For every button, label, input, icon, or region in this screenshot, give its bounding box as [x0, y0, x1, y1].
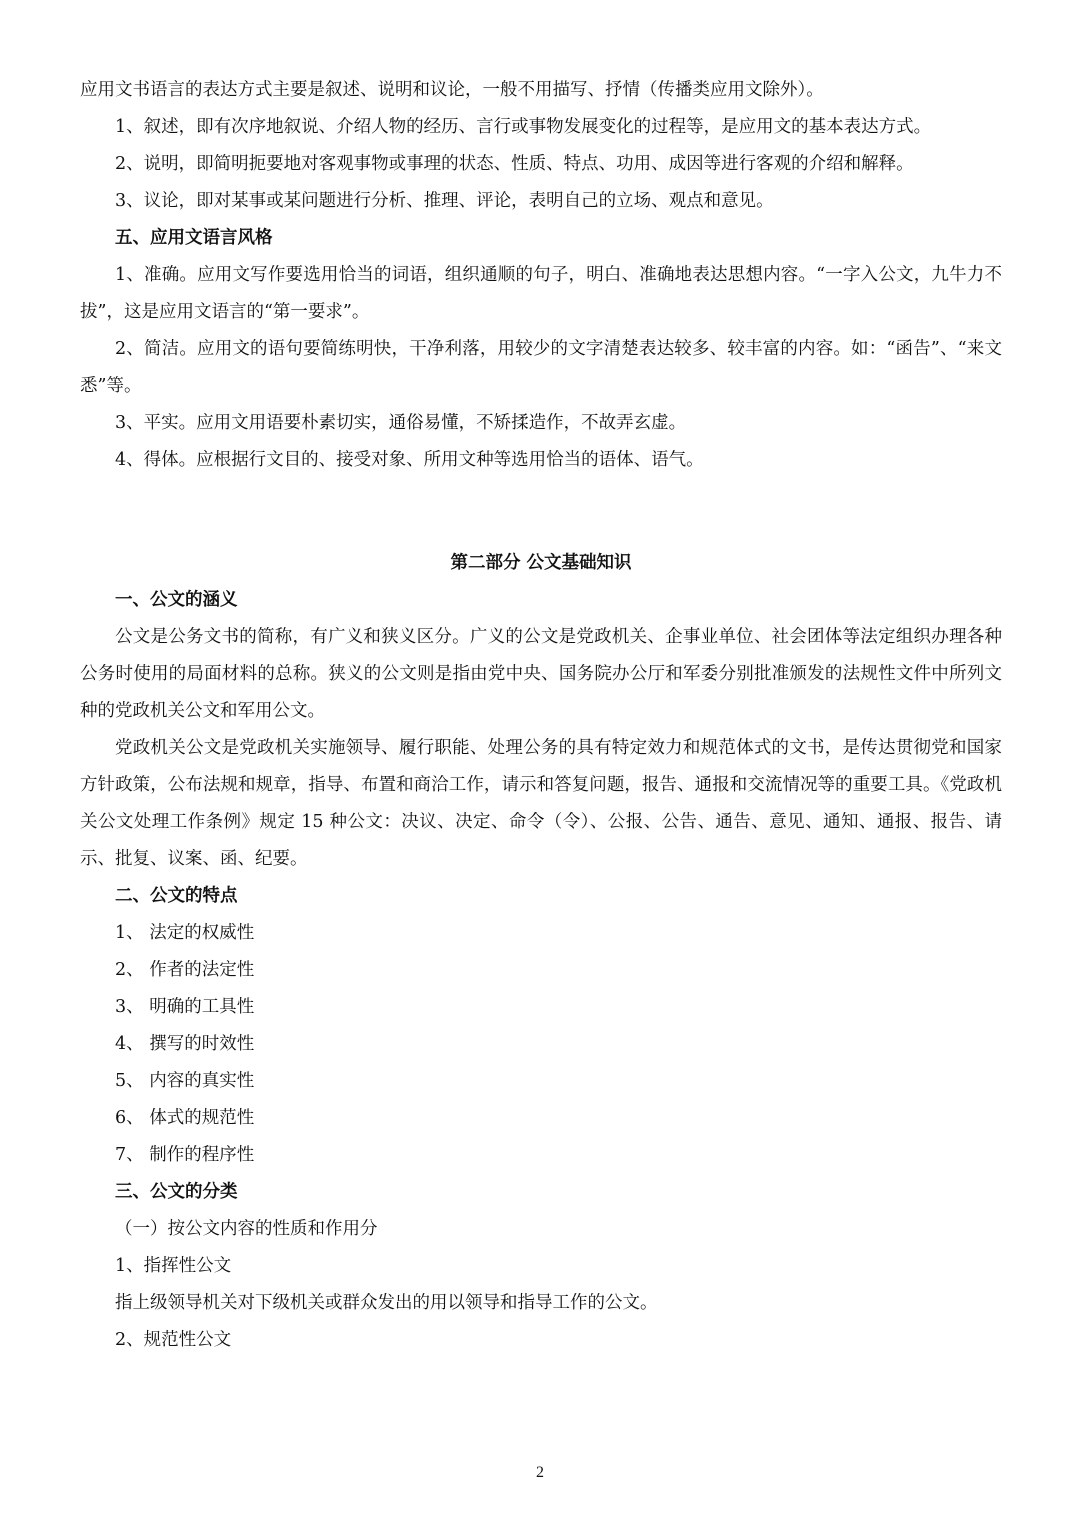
page-content [80, 72, 1002, 1359]
expression-item-argument: 3、议论，即对某事或某问题进行分析、推理、评论，表明自己的立场、观点和意见。 [115, 191, 774, 211]
page-number: 2 [536, 1464, 544, 1481]
classification-subheading: （一）按公文内容的性质和作用分 [115, 1219, 378, 1239]
style-item-concise: 2、简洁。应用文的语句要简练明快，干净利落，用较少的文字清楚表达较多、较丰富的内容。如：“函告”、“来文悉”等。 [80, 339, 1002, 396]
feature-item: 5、 内容的真实性 [115, 1071, 255, 1091]
style-item-appropriate: 4、得体。应根据行文目的、接受对象、所用文种等选用恰当的语体、语气。 [115, 450, 704, 470]
feature-item: 2、 作者的法定性 [115, 960, 255, 980]
definition-paragraph-1: 公文是公务文书的简称，有广义和狭义区分。广义的公文是党政机关、企事业单位、社会团体等法定组织办理各种公务时使用的局面材料的总称。狭义的公文则是指由党中央、国务院办公厅和军委分别批准颁发的法规性文件中所列文种的党政机关公文和军用公文。 [80, 627, 1002, 721]
expression-item-narration: 1、叙述，即有次序地叙说、介绍人物的经历、言行或事物发展变化的过程等，是应用文的基本表达方式。 [115, 117, 932, 137]
section-one-heading: 一、公文的涵义 [115, 590, 238, 610]
style-item-plain: 3、平实。应用文用语要朴素切实，通俗易懂，不矫揉造作，不故弄玄虚。 [115, 413, 687, 433]
classification-item-command-desc: 指上级领导机关对下级机关或群众发出的用以领导和指导工作的公文。 [115, 1293, 658, 1313]
feature-item: 4、 撰写的时效性 [115, 1034, 255, 1054]
style-item-accuracy: 1、准确。应用文写作要选用恰当的词语，组织通顺的句子，明白、准确地表达思想内容。“一字入公文，九牛力不拔”，这是应用文语言的“第一要求”。 [80, 265, 1002, 322]
section-three-heading: 三、公文的分类 [115, 1182, 238, 1202]
expression-item-explanation: 2、说明，即简明扼要地对客观事物或事理的状态、性质、特点、功用、成因等进行客观的介绍和解释。 [115, 154, 914, 174]
expression-intro: 应用文书语言的表达方式主要是叙述、说明和议论，一般不用描写、抒情（传播类应用文除外）。 [80, 80, 824, 100]
classification-item-normative: 2、规范性公文 [115, 1330, 232, 1350]
section-two-heading: 二、公文的特点 [115, 886, 238, 906]
feature-item: 3、 明确的工具性 [115, 997, 255, 1017]
section-five-heading: 五、应用文语言风格 [115, 228, 273, 248]
feature-item: 1、 法定的权威性 [115, 923, 255, 943]
classification-item-command: 1、指挥性公文 [115, 1256, 232, 1276]
part-two-title: 第二部分 公文基础知识 [450, 553, 632, 573]
feature-item: 6、 体式的规范性 [115, 1108, 255, 1128]
feature-item: 7、 制作的程序性 [115, 1145, 255, 1165]
definition-paragraph-2: 党政机关公文是党政机关实施领导、履行职能、处理公务的具有特定效力和规范体式的文书，是传达贯彻党和国家方针政策，公布法规和规章，指导、布置和商洽工作，请示和答复问题，报告、通报和交流情况等的重要工具。《党政机关公文处理工作条例》规定 15 种公文：决议、决定、命令（令）、公报、公告、通告、意见、通知、通报、报告、请示、批复、议案、函、纪要。 [80, 738, 1002, 869]
